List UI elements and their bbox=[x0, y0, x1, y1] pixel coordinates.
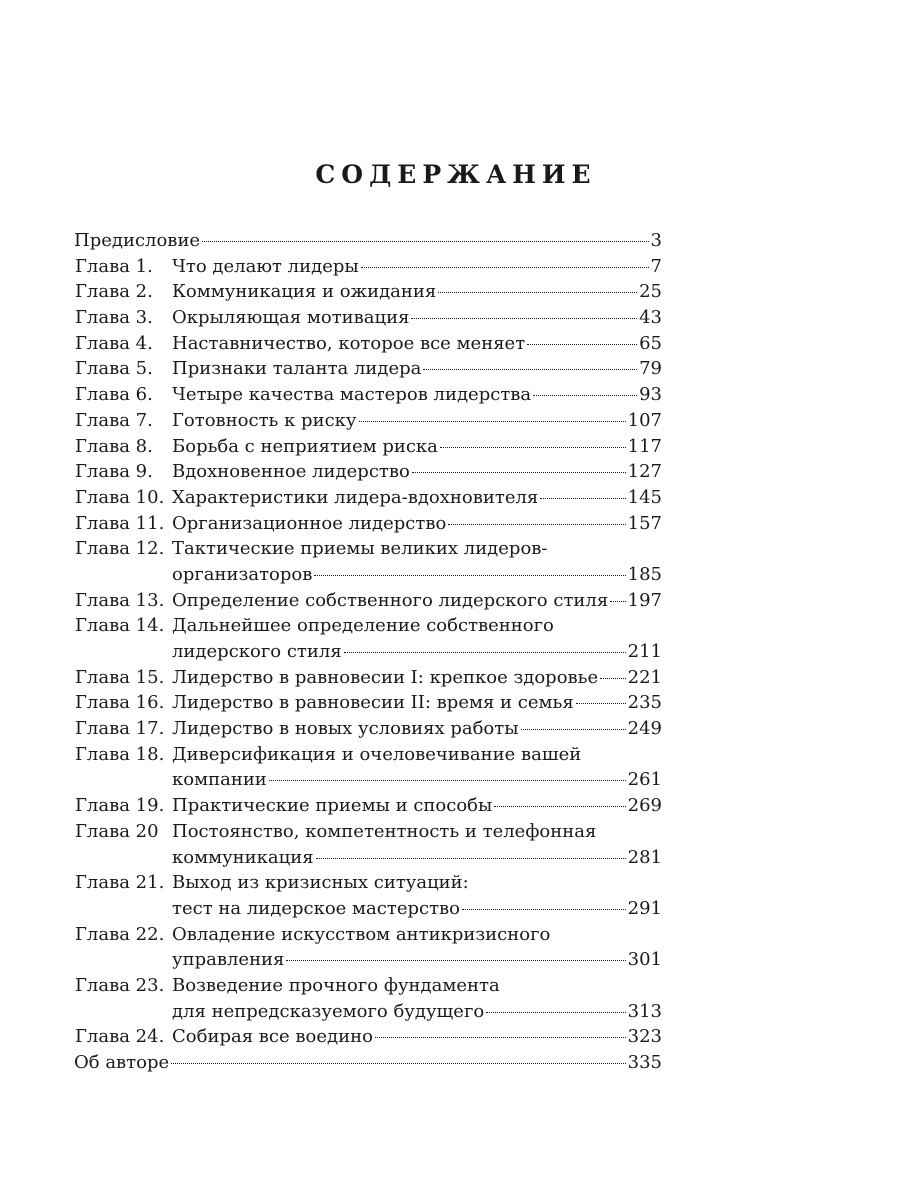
entry-title: Организационное лидерство bbox=[172, 512, 447, 534]
toc-row bbox=[74, 716, 662, 742]
entry-title: организаторов bbox=[172, 563, 313, 585]
toc-entry bbox=[172, 485, 662, 511]
toc-row bbox=[74, 536, 662, 562]
entry-title: Окрыляющая мотивация bbox=[172, 307, 410, 329]
chapter-number: Глава 8. bbox=[75, 435, 153, 457]
chapter-number: Глава 9. bbox=[75, 461, 153, 483]
chapter-number: Глава 23. bbox=[75, 974, 165, 996]
toc-row bbox=[74, 408, 662, 434]
chapter-number: Глава 16. bbox=[75, 692, 165, 714]
dot-leader bbox=[533, 395, 637, 396]
dot-leader bbox=[361, 267, 649, 268]
toc-entry bbox=[172, 999, 662, 1025]
dot-leader bbox=[527, 344, 637, 345]
dot-leader bbox=[202, 241, 648, 242]
page-number: 185 bbox=[627, 563, 662, 585]
page-number: 211 bbox=[627, 641, 662, 662]
toc-row bbox=[74, 845, 662, 871]
entry-title: тест на лидерское мастерство bbox=[172, 897, 461, 919]
entry-title: Коммуникация и ожидания bbox=[172, 281, 437, 303]
toc-entry bbox=[172, 254, 662, 280]
toc-entry bbox=[172, 793, 662, 819]
page-number: 79 bbox=[639, 358, 662, 380]
entry-title: Овладение искусством антикризисного bbox=[172, 923, 551, 945]
page-number: 269 bbox=[627, 795, 662, 817]
entry-title: Собирая все воедино bbox=[172, 1026, 373, 1048]
entry-title: Предисловие bbox=[74, 230, 201, 251]
dot-leader bbox=[440, 447, 626, 448]
toc-row bbox=[74, 613, 662, 639]
entry-title: Лидерство в новых условиях работы bbox=[172, 718, 519, 740]
toc-row bbox=[74, 434, 662, 460]
toc-entry bbox=[172, 562, 662, 588]
chapter-number: Глава 1. bbox=[75, 255, 153, 277]
entry-title: Наставничество, которое все меняет bbox=[172, 332, 526, 354]
toc-row bbox=[74, 254, 662, 280]
toc-row bbox=[74, 870, 662, 896]
toc-row bbox=[74, 767, 662, 793]
page-number: 65 bbox=[639, 332, 662, 354]
toc-entry bbox=[172, 588, 662, 614]
dot-leader bbox=[344, 652, 626, 653]
dot-leader bbox=[423, 369, 637, 370]
page-number: 117 bbox=[627, 435, 662, 457]
toc-entry bbox=[172, 1024, 662, 1050]
entry-title: Возведение прочного фундамента bbox=[172, 974, 500, 996]
toc-row bbox=[74, 947, 662, 973]
entry-title: коммуникация bbox=[172, 846, 314, 868]
page-number: 249 bbox=[627, 718, 662, 740]
toc-entry bbox=[172, 459, 662, 485]
toc-entry bbox=[172, 382, 662, 408]
toc-row bbox=[74, 356, 662, 382]
toc-entry bbox=[172, 870, 662, 896]
chapter-number: Глава 19. bbox=[75, 795, 165, 817]
toc-entry bbox=[172, 639, 662, 665]
entry-title: компании bbox=[172, 769, 267, 791]
toc-entry bbox=[172, 536, 662, 562]
toc-row bbox=[74, 793, 662, 819]
dot-leader bbox=[576, 703, 626, 704]
page-number: 43 bbox=[639, 307, 662, 329]
page-number: 25 bbox=[639, 281, 662, 303]
toc-row bbox=[74, 639, 662, 665]
toc-row bbox=[74, 1024, 662, 1050]
entry-title: Характеристики лидера-вдохновителя bbox=[172, 486, 539, 508]
dot-leader bbox=[359, 421, 626, 422]
page-number: 127 bbox=[627, 461, 662, 483]
page-number: 313 bbox=[627, 1000, 662, 1022]
toc-entry bbox=[172, 716, 662, 742]
toc-entry bbox=[172, 973, 662, 999]
dot-leader bbox=[171, 1063, 625, 1064]
page-number: 7 bbox=[650, 255, 662, 277]
toc-row bbox=[74, 228, 662, 254]
chapter-number: Глава 4. bbox=[75, 332, 153, 354]
toc-entry bbox=[172, 331, 662, 357]
page-number: 157 bbox=[627, 512, 662, 534]
page-title: СОДЕРЖАНИЕ bbox=[315, 160, 597, 189]
dot-leader bbox=[269, 780, 626, 781]
toc-entry bbox=[172, 845, 662, 871]
page-number: 323 bbox=[627, 1026, 662, 1048]
toc-entry bbox=[172, 305, 662, 331]
toc-entry bbox=[172, 279, 662, 305]
dot-leader bbox=[316, 858, 626, 859]
page-number: 3 bbox=[650, 230, 662, 251]
page-number: 221 bbox=[627, 666, 662, 688]
toc-row bbox=[74, 922, 662, 948]
page-number: 291 bbox=[627, 897, 662, 919]
dot-leader bbox=[314, 575, 625, 576]
chapter-number: Глава 14. bbox=[75, 615, 165, 637]
toc-entry bbox=[172, 767, 662, 793]
toc-entry bbox=[172, 690, 662, 716]
chapter-number: Глава 17. bbox=[75, 718, 165, 740]
toc-entry bbox=[172, 511, 662, 537]
entry-title: Вдохновенное лидерство bbox=[172, 461, 410, 483]
toc-row bbox=[74, 819, 662, 845]
entry-title: Лидерство в равновесии I: крепкое здоровье bbox=[172, 666, 599, 688]
entry-title: управления bbox=[172, 949, 285, 971]
toc-row bbox=[74, 665, 662, 691]
page-number: 197 bbox=[627, 589, 662, 611]
table-of-contents bbox=[74, 228, 662, 1076]
toc-entry bbox=[172, 665, 662, 691]
toc-row bbox=[74, 279, 662, 305]
toc-entry bbox=[172, 896, 662, 922]
toc-entry bbox=[172, 613, 662, 639]
toc-row bbox=[74, 331, 662, 357]
toc-entry bbox=[172, 434, 662, 460]
toc-entry bbox=[172, 356, 662, 382]
chapter-number: Глава 20 bbox=[75, 820, 159, 842]
entry-title: Практические приемы и способы bbox=[172, 795, 493, 817]
entry-title: Борьба с неприятием риска bbox=[172, 435, 438, 457]
page-number: 335 bbox=[627, 1052, 662, 1073]
toc-row bbox=[74, 588, 662, 614]
page-number: 301 bbox=[627, 949, 662, 971]
page-number: 235 bbox=[627, 692, 662, 714]
dot-leader bbox=[448, 524, 625, 525]
toc-entry bbox=[172, 947, 662, 973]
dot-leader bbox=[610, 601, 625, 602]
chapter-number: Глава 3. bbox=[75, 307, 153, 329]
dot-leader bbox=[486, 1012, 625, 1013]
entry-title: лидерского стиля bbox=[172, 641, 342, 662]
entry-title: Тактические приемы великих лидеров- bbox=[172, 538, 548, 560]
chapter-number: Глава 5. bbox=[75, 358, 153, 380]
toc-row bbox=[74, 742, 662, 768]
entry-title: Об авторе bbox=[74, 1052, 170, 1073]
toc-row bbox=[74, 382, 662, 408]
entry-title: Что делают лидеры bbox=[172, 255, 359, 277]
page-number: 281 bbox=[627, 846, 662, 868]
entry-title: Признаки таланта лидера bbox=[172, 358, 422, 380]
toc-row bbox=[74, 1050, 662, 1076]
toc-row bbox=[74, 896, 662, 922]
chapter-number: Глава 10. bbox=[75, 486, 165, 508]
dot-leader bbox=[412, 472, 626, 473]
chapter-number: Глава 24. bbox=[75, 1026, 165, 1048]
toc-row bbox=[74, 999, 662, 1025]
dot-leader bbox=[462, 909, 626, 910]
toc-entry bbox=[74, 1050, 662, 1076]
toc-entry bbox=[74, 228, 662, 254]
chapter-number: Глава 21. bbox=[75, 872, 165, 894]
dot-leader bbox=[521, 729, 626, 730]
entry-title: Постоянство, компетентность и телефонная bbox=[172, 820, 597, 842]
dot-leader bbox=[600, 678, 626, 679]
entry-title: Определение собственного лидерского стиля bbox=[172, 589, 609, 611]
dot-leader bbox=[286, 960, 625, 961]
dot-leader bbox=[438, 292, 637, 293]
page-number: 107 bbox=[627, 409, 662, 431]
toc-entry bbox=[172, 819, 662, 845]
chapter-number: Глава 13. bbox=[75, 589, 165, 611]
chapter-number: Глава 2. bbox=[75, 281, 153, 303]
entry-title: Лидерство в равновесии II: время и семья bbox=[172, 692, 574, 714]
toc-entry bbox=[172, 742, 662, 768]
toc-row bbox=[74, 511, 662, 537]
toc-row bbox=[74, 690, 662, 716]
toc-row bbox=[74, 973, 662, 999]
page-number: 145 bbox=[627, 486, 662, 508]
page-number: 261 bbox=[627, 769, 662, 791]
page-number: 93 bbox=[639, 384, 662, 406]
chapter-number: Глава 11. bbox=[75, 512, 165, 534]
toc-row bbox=[74, 485, 662, 511]
toc-row bbox=[74, 562, 662, 588]
entry-title: Готовность к риску bbox=[172, 409, 357, 431]
entry-title: Дальнейшее определение собственного bbox=[172, 615, 554, 637]
entry-title: Выход из кризисных ситуаций: bbox=[172, 872, 469, 894]
entry-title: Четыре качества мастеров лидерства bbox=[172, 384, 532, 406]
chapter-number: Глава 7. bbox=[75, 409, 153, 431]
dot-leader bbox=[540, 498, 625, 499]
toc-row bbox=[74, 459, 662, 485]
chapter-number: Глава 15. bbox=[75, 666, 165, 688]
toc-row bbox=[74, 305, 662, 331]
dot-leader bbox=[375, 1037, 626, 1038]
chapter-number: Глава 12. bbox=[75, 538, 165, 560]
dot-leader bbox=[411, 318, 637, 319]
chapter-number: Глава 18. bbox=[75, 743, 165, 765]
chapter-number: Глава 6. bbox=[75, 384, 153, 406]
entry-title: для непредсказуемого будущего bbox=[172, 1000, 485, 1022]
toc-entry bbox=[172, 922, 662, 948]
toc-entry bbox=[172, 408, 662, 434]
dot-leader bbox=[494, 806, 625, 807]
chapter-number: Глава 22. bbox=[75, 923, 165, 945]
entry-title: Диверсификация и очеловечивание вашей bbox=[172, 743, 582, 765]
